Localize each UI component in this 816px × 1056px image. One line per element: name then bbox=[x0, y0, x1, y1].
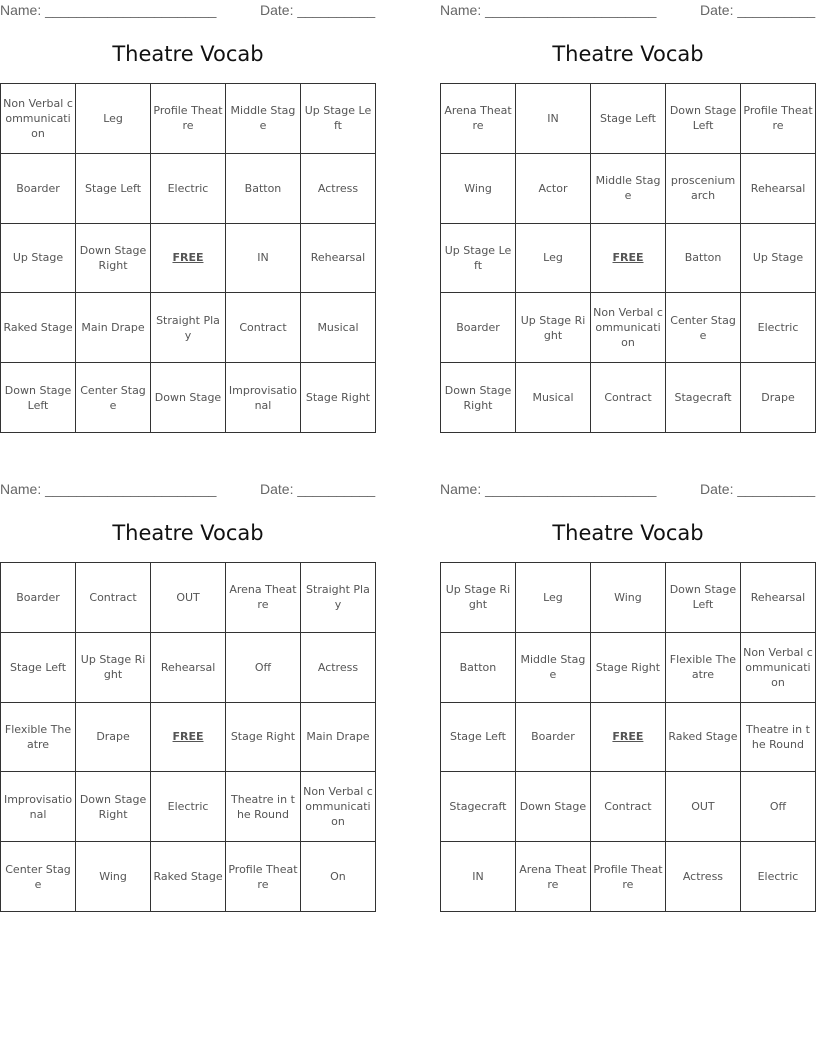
grid-cell: Center Stage bbox=[1, 842, 76, 912]
grid-cell: Flexible Theatre bbox=[665, 632, 740, 702]
grid-cell: Batton bbox=[666, 223, 741, 293]
grid-cell: Batton bbox=[441, 632, 516, 702]
grid-cell: Middle Stage bbox=[225, 84, 300, 154]
grid-cell: Leg bbox=[516, 223, 591, 293]
grid-cell: proscenium arch bbox=[666, 153, 741, 223]
grid-cell: Actor bbox=[516, 153, 591, 223]
grid-cell: Middle Stage bbox=[591, 153, 666, 223]
grid-cell: Batton bbox=[225, 153, 300, 223]
grid-cell: Stage Right bbox=[301, 363, 376, 433]
grid-cell: Drape bbox=[741, 363, 816, 433]
grid-cell: Up Stage bbox=[741, 223, 816, 293]
grid-cell: Down Stage Left bbox=[666, 84, 741, 154]
grid-cell: Center Stage bbox=[666, 293, 741, 363]
grid-cell: Stage Right bbox=[226, 702, 301, 772]
grid-cell: Up Stage Left bbox=[441, 223, 516, 293]
grid-cell: Leg bbox=[515, 563, 590, 633]
grid-cell: Up Stage bbox=[1, 223, 76, 293]
date-field: Date: __________ bbox=[260, 2, 376, 18]
grid-cell: Improvisational bbox=[1, 772, 76, 842]
grid-cell: Down Stage Right bbox=[76, 772, 151, 842]
bingo-card-4 bbox=[440, 479, 816, 919]
grid-row bbox=[1, 293, 376, 363]
grid-cell: Stage Right bbox=[590, 632, 665, 702]
grid-cell: Leg bbox=[76, 84, 151, 154]
grid-cell: Wing bbox=[590, 563, 665, 633]
date-field: Date: __________ bbox=[700, 2, 816, 18]
grid-cell: Non Verbal communication bbox=[740, 632, 815, 702]
grid-row bbox=[1, 702, 376, 772]
grid-cell: Electric bbox=[740, 842, 815, 912]
grid-cell: Actress bbox=[665, 842, 740, 912]
grid-cell: Middle Stage bbox=[515, 632, 590, 702]
grid-cell: Non Verbal communication bbox=[1, 84, 76, 154]
grid-cell: Down Stage Left bbox=[1, 363, 76, 433]
grid-cell: Arena Theatre bbox=[441, 84, 516, 154]
name-date-row bbox=[0, 2, 376, 20]
bingo-grid bbox=[0, 562, 376, 912]
grid-cell: Boarder bbox=[1, 563, 76, 633]
grid-cell: IN bbox=[441, 842, 516, 912]
grid-cell: Rehearsal bbox=[301, 223, 376, 293]
grid-cell: Rehearsal bbox=[740, 563, 815, 633]
grid-cell: IN bbox=[225, 223, 300, 293]
card-title: Theatre Vocab bbox=[552, 521, 704, 545]
grid-cell: Non Verbal communication bbox=[300, 772, 375, 842]
grid-cell: Profile Theatre bbox=[741, 84, 816, 154]
grid-cell: Stagecraft bbox=[666, 363, 741, 433]
name-date-row bbox=[440, 2, 816, 20]
grid-row bbox=[1, 772, 376, 842]
bingo-card-1 bbox=[0, 0, 376, 440]
grid-cell: Musical bbox=[516, 363, 591, 433]
grid-row bbox=[441, 223, 816, 293]
bingo-card-3 bbox=[0, 479, 376, 919]
grid-row bbox=[1, 84, 376, 154]
grid-cell: Theatre in the Round bbox=[226, 772, 301, 842]
grid-row bbox=[1, 153, 376, 223]
free-cell: FREE bbox=[591, 223, 666, 293]
date-field: Date: __________ bbox=[700, 481, 816, 497]
name-field: Name: ______________________ bbox=[0, 2, 217, 18]
grid-row bbox=[441, 153, 816, 223]
grid-cell: Flexible Theatre bbox=[1, 702, 76, 772]
grid-cell: Down Stage bbox=[151, 363, 226, 433]
grid-cell: Off bbox=[226, 632, 301, 702]
bingo-card-2 bbox=[440, 0, 816, 440]
grid-cell: Theatre in the Round bbox=[740, 702, 815, 772]
date-field: Date: __________ bbox=[260, 481, 376, 497]
card-title: Theatre Vocab bbox=[112, 521, 264, 545]
grid-cell: Down Stage Right bbox=[441, 363, 516, 433]
grid-row bbox=[441, 363, 816, 433]
grid-cell: Straight Play bbox=[151, 293, 226, 363]
grid-cell: Down Stage Left bbox=[665, 563, 740, 633]
grid-cell: Arena Theatre bbox=[515, 842, 590, 912]
grid-cell: Improvisational bbox=[225, 363, 300, 433]
grid-cell: Actress bbox=[301, 153, 376, 223]
grid-cell: Rehearsal bbox=[151, 632, 226, 702]
grid-cell: Contract bbox=[591, 363, 666, 433]
grid-cell: OUT bbox=[151, 563, 226, 633]
grid-cell: Down Stage bbox=[515, 772, 590, 842]
bingo-grid bbox=[440, 83, 816, 433]
grid-cell: Raked Stage bbox=[665, 702, 740, 772]
grid-cell: Musical bbox=[301, 293, 376, 363]
grid-row bbox=[441, 842, 816, 912]
grid-cell: Contract bbox=[590, 772, 665, 842]
free-cell: FREE bbox=[151, 223, 226, 293]
grid-cell: Wing bbox=[441, 153, 516, 223]
bingo-grid bbox=[0, 83, 376, 433]
grid-row bbox=[1, 632, 376, 702]
grid-row bbox=[441, 632, 816, 702]
card-title: Theatre Vocab bbox=[112, 42, 264, 66]
grid-cell: Raked Stage bbox=[151, 842, 226, 912]
grid-row bbox=[441, 702, 816, 772]
free-cell: FREE bbox=[590, 702, 665, 772]
grid-cell: Main Drape bbox=[300, 702, 375, 772]
grid-cell: On bbox=[300, 842, 375, 912]
grid-cell: Electric bbox=[151, 772, 226, 842]
grid-row bbox=[1, 563, 376, 633]
grid-cell: Stage Left bbox=[1, 632, 76, 702]
grid-cell: Raked Stage bbox=[1, 293, 76, 363]
grid-row bbox=[1, 363, 376, 433]
grid-cell: Contract bbox=[76, 563, 151, 633]
grid-cell: Down Stage Right bbox=[76, 223, 151, 293]
grid-cell: Rehearsal bbox=[741, 153, 816, 223]
grid-cell: Straight Play bbox=[300, 563, 375, 633]
name-date-row bbox=[440, 481, 816, 499]
grid-cell: Arena Theatre bbox=[226, 563, 301, 633]
grid-cell: Off bbox=[740, 772, 815, 842]
card-title: Theatre Vocab bbox=[552, 42, 704, 66]
grid-cell: Stage Left bbox=[76, 153, 151, 223]
grid-cell: Boarder bbox=[441, 293, 516, 363]
grid-row bbox=[441, 563, 816, 633]
grid-cell: Main Drape bbox=[76, 293, 151, 363]
grid-row bbox=[1, 842, 376, 912]
grid-cell: OUT bbox=[665, 772, 740, 842]
grid-cell: Wing bbox=[76, 842, 151, 912]
name-field: Name: ______________________ bbox=[440, 2, 657, 18]
grid-cell: Profile Theatre bbox=[151, 84, 226, 154]
grid-cell: Center Stage bbox=[76, 363, 151, 433]
grid-cell: Drape bbox=[76, 702, 151, 772]
name-field: Name: ______________________ bbox=[440, 481, 657, 497]
grid-cell: Stagecraft bbox=[441, 772, 516, 842]
grid-cell: Boarder bbox=[1, 153, 76, 223]
grid-row bbox=[1, 223, 376, 293]
grid-cell: Stage Left bbox=[591, 84, 666, 154]
bingo-grid bbox=[440, 562, 816, 912]
grid-cell: Up Stage Left bbox=[301, 84, 376, 154]
grid-cell: Non Verbal communication bbox=[591, 293, 666, 363]
grid-row bbox=[441, 293, 816, 363]
name-date-row bbox=[0, 481, 376, 499]
grid-row bbox=[441, 772, 816, 842]
grid-cell: Electric bbox=[741, 293, 816, 363]
grid-cell: Profile Theatre bbox=[226, 842, 301, 912]
grid-cell: Electric bbox=[151, 153, 226, 223]
name-field: Name: ______________________ bbox=[0, 481, 217, 497]
grid-cell: Up Stage Right bbox=[76, 632, 151, 702]
grid-cell: Actress bbox=[300, 632, 375, 702]
grid-cell: Up Stage Right bbox=[516, 293, 591, 363]
grid-cell: IN bbox=[516, 84, 591, 154]
grid-cell: Stage Left bbox=[441, 702, 516, 772]
grid-cell: Contract bbox=[225, 293, 300, 363]
grid-row bbox=[441, 84, 816, 154]
grid-cell: Profile Theatre bbox=[590, 842, 665, 912]
free-cell: FREE bbox=[151, 702, 226, 772]
grid-cell: Boarder bbox=[515, 702, 590, 772]
grid-cell: Up Stage Right bbox=[441, 563, 516, 633]
